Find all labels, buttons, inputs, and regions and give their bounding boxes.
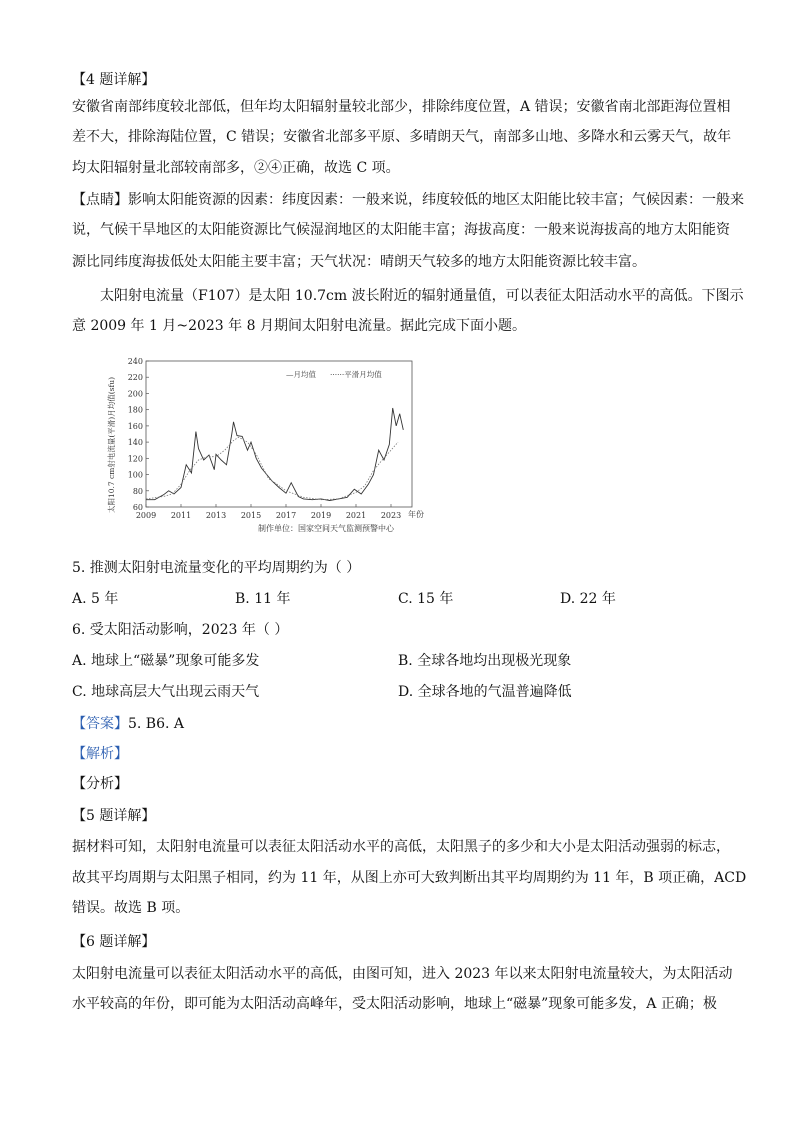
q4-line-2: 差不大，排除海陆位置，C 错误；安徽省北部多平原、多晴朗天气，南部多山地、多降水和云雾天气，故年: [72, 129, 732, 145]
q4-heading: 【4 题详解】: [72, 72, 156, 88]
intro-line-1: 太阳射电流量（F107）是太阳 10.7cm 波长附近的辐射通量值，可以表征太阳活动水平的高低。下图示: [100, 288, 744, 304]
chart-ytick-label: 100: [127, 470, 143, 480]
chart-series-monthly-line: [146, 408, 403, 501]
q5-detail-heading: 【5 题详解】: [72, 808, 156, 824]
chart-legend-smoothed: ······平滑月均值: [330, 370, 382, 379]
chart-xtick-label: 2021: [345, 511, 367, 520]
intro-line-2: 意 2009 年 1 月~2023 年 8 月期间太阳射电流量。据此完成下面小题。: [72, 318, 526, 334]
chart-ytick-label: 200: [127, 389, 143, 399]
chart-ylabel: 太阳10.7 cm射电流量(平滑)月均值(sfu): [107, 376, 116, 514]
tip-line-2: 说，气候干旱地区的太阳能资源比气候湿润地区的太阳能丰富；海拔高度：一般来说海拔高的地方太阳能资: [72, 222, 730, 238]
answer-line: [72, 714, 732, 734]
chart-ytick-label: 80: [132, 486, 143, 496]
chart-xlabel: 年份: [408, 510, 424, 519]
q5-stem: 5. 推测太阳射电流量变化的平均周期约为（ ）: [72, 560, 361, 576]
chart-svg: [102, 353, 422, 538]
chart-xtick-label: 2015: [240, 511, 262, 520]
q5-detail-line-1: 据材料可知，太阳射电流量可以表征太阳活动水平的高低，太阳黑子的多少和大小是太阳活动强弱的标志，: [72, 839, 730, 855]
chart-ytick-label: 160: [127, 421, 143, 431]
chart-frame: [146, 361, 412, 507]
chart-credit: 制作单位：国家空间天气监测预警中心: [258, 524, 394, 533]
chart-series-smoothed-line: [146, 437, 398, 500]
answer-label: 【答案】: [72, 716, 128, 732]
q6-detail-line-1: 太阳射电流量可以表征太阳活动水平的高低，由图可知，进入 2023 年以来太阳射电流量较大，为太阳活动: [72, 966, 733, 982]
chart-xtick-label: 2023: [380, 511, 402, 520]
q6-option-a: A. 地球上“磁暴”现象可能多发: [72, 653, 260, 669]
q6-option-c: C. 地球高层大气出现云雨天气: [72, 684, 260, 700]
q5-option-c: C. 15 年: [398, 591, 454, 607]
chart-ytick-label: 220: [127, 373, 143, 383]
chart-xtick-label: 2011: [170, 511, 192, 520]
answer-text: 5. B6. A: [128, 716, 185, 732]
q6-detail-line-2: 水平较高的年份，即可能为太阳活动高峰年，受太阳活动影响，地球上“磁暴”现象可能多发，A 正确；极: [72, 996, 717, 1012]
chart-xtick-label: 2017: [275, 511, 297, 520]
analysis-label: 【解析】: [72, 746, 128, 762]
tip-line-3: 源比同纬度海拔低处太阳能主要丰富；天气状况：晴朗天气较多的地方太阳能资源比较丰富。: [72, 254, 646, 270]
q6-stem: 6. 受太阳活动影响，2023 年（ ）: [72, 622, 289, 638]
chart-legend-monthly: —月均值: [286, 370, 316, 379]
solar-radio-flux-chart: [102, 353, 422, 538]
chart-ytick-label: 240: [127, 357, 143, 366]
q5-detail-line-2: 故其平均周期与太阳黑子相同，约为 11 年，从图上亦可大致判断出其平均周期约为 11 年，B 项正确，ACD: [72, 870, 747, 886]
q5-option-d: D. 22 年: [560, 591, 616, 607]
q4-line-1: 安徽省南部纬度较北部低，但年均太阳辐射量较北部少，排除纬度位置，A 错误；安徽省南北部距海位置相: [72, 99, 731, 115]
q5-option-b: B. 11 年: [235, 591, 291, 607]
q5-option-a: A. 5 年: [72, 591, 119, 607]
chart-ytick-label: 140: [127, 438, 143, 448]
chart-ytick-label: 180: [127, 405, 143, 415]
tip-line-1: 【点睛】影响太阳能资源的因素：纬度因素：一般来说，纬度较低的地区太阳能比较丰富；气候因素：一般来: [72, 192, 744, 208]
q4-line-3: 均太阳辐射量北部较南部多，②④正确，故选 C 项。: [72, 160, 400, 176]
q5-detail-line-3: 错误。故选 B 项。: [72, 900, 190, 916]
q6-option-d: D. 全球各地的气温普遍降低: [398, 684, 572, 700]
q6-detail-heading: 【6 题详解】: [72, 934, 156, 950]
chart-ytick-label: 60: [132, 503, 143, 512]
chart-ytick-label: 120: [127, 454, 143, 464]
chart-xtick-label: 2009: [135, 511, 157, 520]
chart-xtick-label: 2019: [310, 511, 332, 520]
chart-xtick-label: 2013: [205, 511, 227, 520]
analysis-heading: 【分析】: [72, 776, 128, 792]
q6-option-b: B. 全球各地均出现极光现象: [398, 653, 572, 669]
